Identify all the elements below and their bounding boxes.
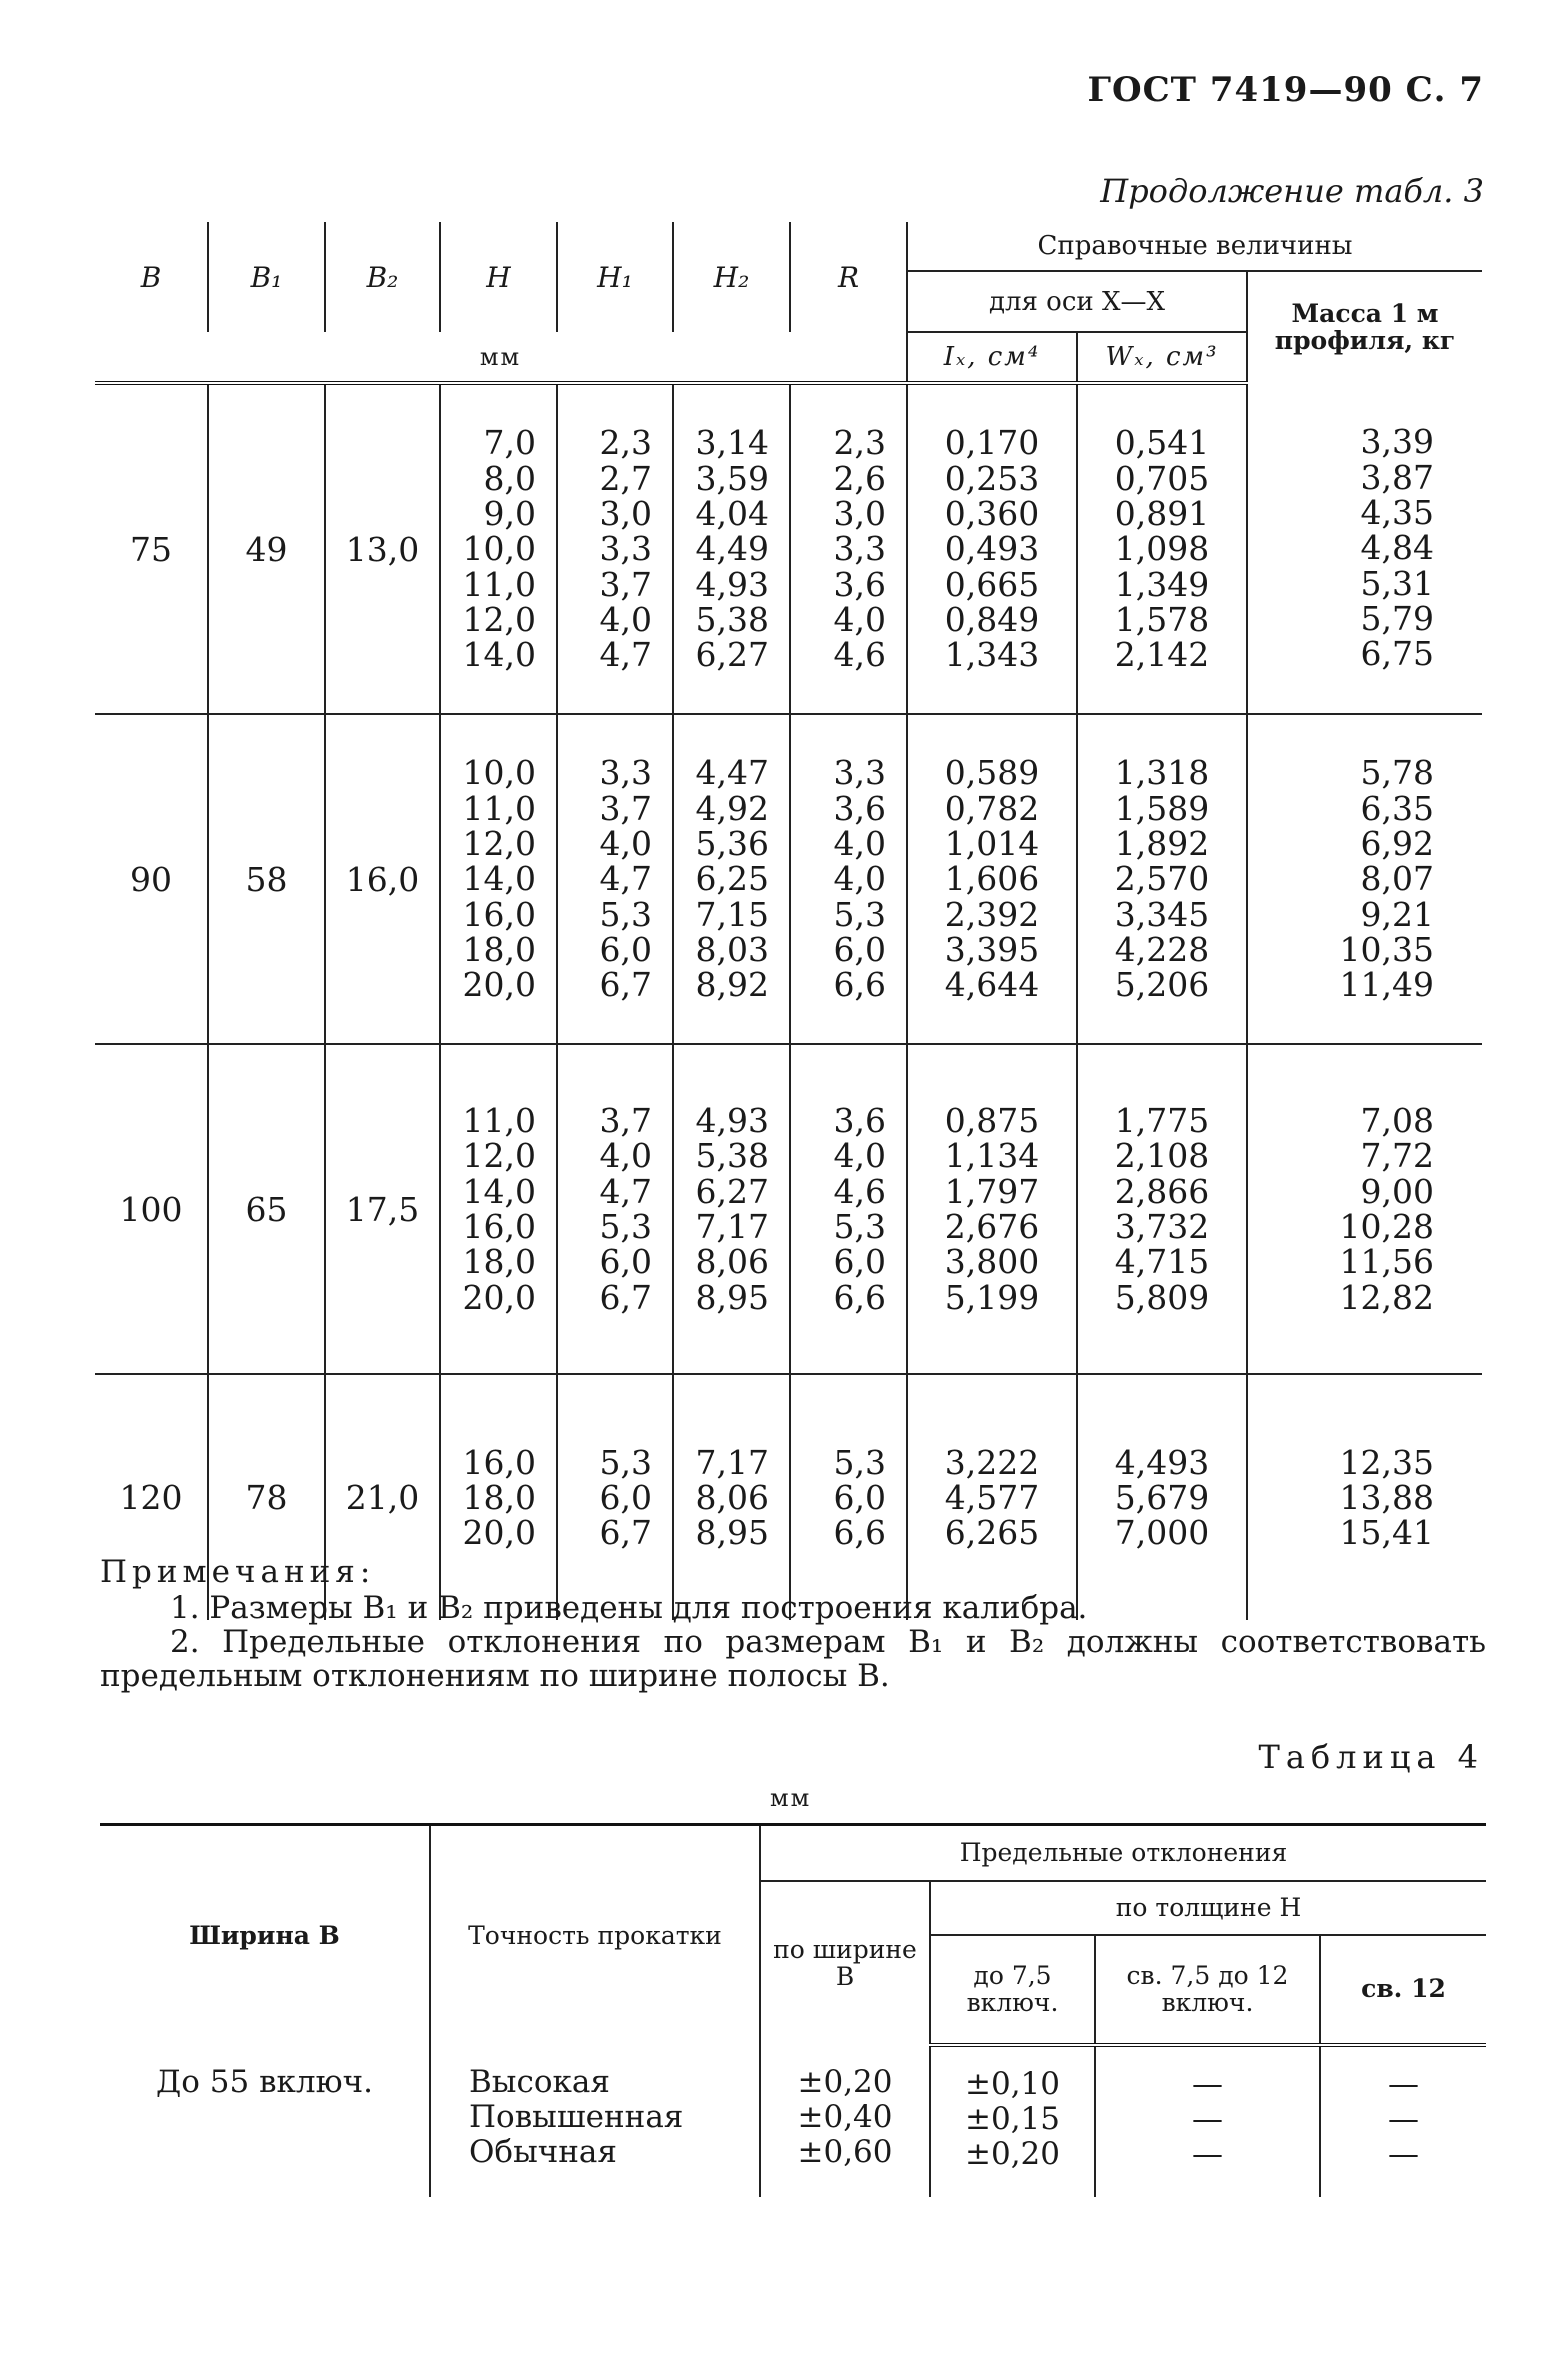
cell-h: 10,0 11,0 12,0 14,0 16,0 18,0 20,0 bbox=[462, 753, 536, 1005]
cell-b: 120 bbox=[95, 1374, 208, 1620]
header-r: R bbox=[790, 222, 907, 332]
note-1: 1. Размеры B₁ и B₂ приведены для построения калибра. bbox=[170, 1590, 1088, 1626]
cell-r: 2,3 2,6 3,0 3,3 3,6 4,0 4,6 bbox=[833, 423, 886, 675]
cell-h: 16,0 18,0 20,0 bbox=[462, 1442, 536, 1553]
header-by-thickness: по толщине H bbox=[930, 1881, 1486, 1935]
cell-over-12: — — — bbox=[1388, 2065, 1419, 2172]
cell-upto-7-5: ±0,10 ±0,15 ±0,20 bbox=[930, 2045, 1095, 2197]
cell-b2: 21,0 bbox=[325, 1374, 440, 1620]
cell-b: 90 bbox=[95, 714, 208, 1044]
cell-r: 3,3 3,6 4,0 4,0 5,3 6,0 6,6 bbox=[833, 753, 886, 1005]
cell-h2: 4,93 5,38 6,27 7,17 8,06 8,95 bbox=[695, 1101, 769, 1317]
cell-mass: 5,78 6,35 6,92 8,07 9,21 10,35 11,49 bbox=[1339, 753, 1434, 1005]
cell-b: 75 bbox=[95, 383, 208, 714]
cell-over-7-5: — — — bbox=[1095, 2045, 1320, 2197]
cell-h: 7,0 8,0 9,0 10,0 11,0 12,0 14,0 bbox=[462, 423, 536, 675]
header-unit: мм bbox=[95, 332, 907, 383]
header-limit-deviations: Предельные отклонения bbox=[760, 1825, 1486, 1881]
table-4 bbox=[100, 1823, 1486, 2197]
cell-h: 11,0 12,0 14,0 16,0 18,0 20,0 bbox=[462, 1101, 536, 1317]
cell-wx: 1,318 1,589 1,892 2,570 3,345 4,228 5,206 bbox=[1114, 753, 1210, 1005]
cell-ix: 0,875 1,134 1,797 2,676 3,800 5,199 bbox=[944, 1101, 1040, 1317]
cell-b2: 13,0 bbox=[325, 383, 440, 714]
cell-b2: 16,0 bbox=[325, 714, 440, 1044]
cell-b1: 78 bbox=[208, 1374, 325, 1620]
cell-b: 100 bbox=[95, 1044, 208, 1374]
header-b: B bbox=[95, 222, 208, 332]
cell-r: 5,3 6,0 6,6 bbox=[833, 1442, 886, 1553]
header-h2: H₂ bbox=[673, 222, 790, 332]
cell-b1: 58 bbox=[208, 714, 325, 1044]
continuation-caption: Продолжение табл. 3 bbox=[1100, 172, 1484, 210]
table-row bbox=[95, 714, 1482, 1044]
header-b2: B₂ bbox=[325, 222, 440, 332]
page-header: ГОСТ 7419—90 С. 7 bbox=[1087, 70, 1484, 110]
notes bbox=[100, 1555, 1486, 1693]
cell-wx: 1,775 2,108 2,866 3,732 4,715 5,809 bbox=[1114, 1101, 1210, 1317]
table-4-unit: мм bbox=[770, 1784, 812, 1812]
header-upto-7-5: до 7,5 включ. bbox=[930, 1935, 1095, 2045]
cell-b1: 65 bbox=[208, 1044, 325, 1374]
header-axis: для оси X—X bbox=[907, 271, 1247, 332]
cell-width: До 55 включ. bbox=[100, 2045, 430, 2197]
cell-mass: 7,08 7,72 9,00 10,28 11,56 12,82 bbox=[1339, 1101, 1434, 1317]
header-reference-values: Справочные величины bbox=[907, 222, 1482, 271]
cell-mass: 3,39 3,87 4,35 4,84 5,31 5,79 6,75 bbox=[1360, 422, 1434, 674]
cell-h2: 3,14 3,59 4,04 4,49 4,93 5,38 6,27 bbox=[695, 423, 769, 675]
cell-b2: 17,5 bbox=[325, 1044, 440, 1374]
cell-b1: 49 bbox=[208, 383, 325, 714]
table-row bbox=[100, 2045, 1486, 2197]
header-ix: Iₓ, см⁴ bbox=[907, 332, 1077, 383]
cell-ix: 3,222 4,577 6,265 bbox=[944, 1442, 1040, 1553]
cell-h2: 4,47 4,92 5,36 6,25 7,15 8,03 8,92 bbox=[695, 753, 769, 1005]
table-4-caption: Таблица 4 bbox=[1258, 1738, 1484, 1776]
header-h1: H₁ bbox=[557, 222, 673, 332]
header-h: H bbox=[440, 222, 557, 332]
cell-ix: 0,170 0,253 0,360 0,493 0,665 0,849 1,343 bbox=[944, 423, 1040, 675]
cell-h1: 3,7 4,0 4,7 5,3 6,0 6,7 bbox=[599, 1101, 652, 1317]
header-width: Ширина B bbox=[100, 1825, 430, 2045]
header-b1: B₁ bbox=[208, 222, 325, 332]
table-row bbox=[95, 1044, 1482, 1374]
cell-accuracy: Высокая Повышенная Обычная bbox=[430, 2045, 760, 2197]
header-over-7-5: св. 7,5 до 12 включ. bbox=[1095, 1935, 1320, 2045]
cell-r: 3,6 4,0 4,6 5,3 6,0 6,6 bbox=[833, 1101, 886, 1317]
header-over-12: св. 12 bbox=[1320, 1935, 1486, 2045]
cell-h1: 2,3 2,7 3,0 3,3 3,7 4,0 4,7 bbox=[599, 423, 652, 675]
cell-wx: 0,541 0,705 0,891 1,098 1,349 1,578 2,142 bbox=[1114, 423, 1210, 675]
cell-ix: 0,589 0,782 1,014 1,606 2,392 3,395 4,644 bbox=[944, 753, 1040, 1005]
cell-h2: 7,17 8,06 8,95 bbox=[695, 1442, 769, 1553]
cell-h1: 3,3 3,7 4,0 4,7 5,3 6,0 6,7 bbox=[599, 753, 652, 1005]
note-2: 2. Предельные отклонения по размерам B₁ и B₂ должны соответствовать предельным отклонениям по ширине полосы B. bbox=[100, 1624, 1486, 1694]
table-row bbox=[95, 383, 1482, 714]
cell-h1: 5,3 6,0 6,7 bbox=[599, 1442, 652, 1553]
cell-wx: 4,493 5,679 7,000 bbox=[1114, 1442, 1210, 1553]
header-mass: Масса 1 м профиля, кг bbox=[1274, 299, 1456, 355]
header-by-width: по ширине B bbox=[760, 1881, 930, 2045]
header-accuracy: Точность прокатки bbox=[430, 1825, 760, 2045]
notes-title: Примечания: bbox=[100, 1554, 376, 1590]
cell-by-width: ±0,20 ±0,40 ±0,60 bbox=[760, 2045, 930, 2197]
header-wx: Wₓ, см³ bbox=[1077, 332, 1247, 383]
table-3 bbox=[95, 222, 1482, 1620]
cell-mass: 12,35 13,88 15,41 bbox=[1339, 1442, 1434, 1553]
